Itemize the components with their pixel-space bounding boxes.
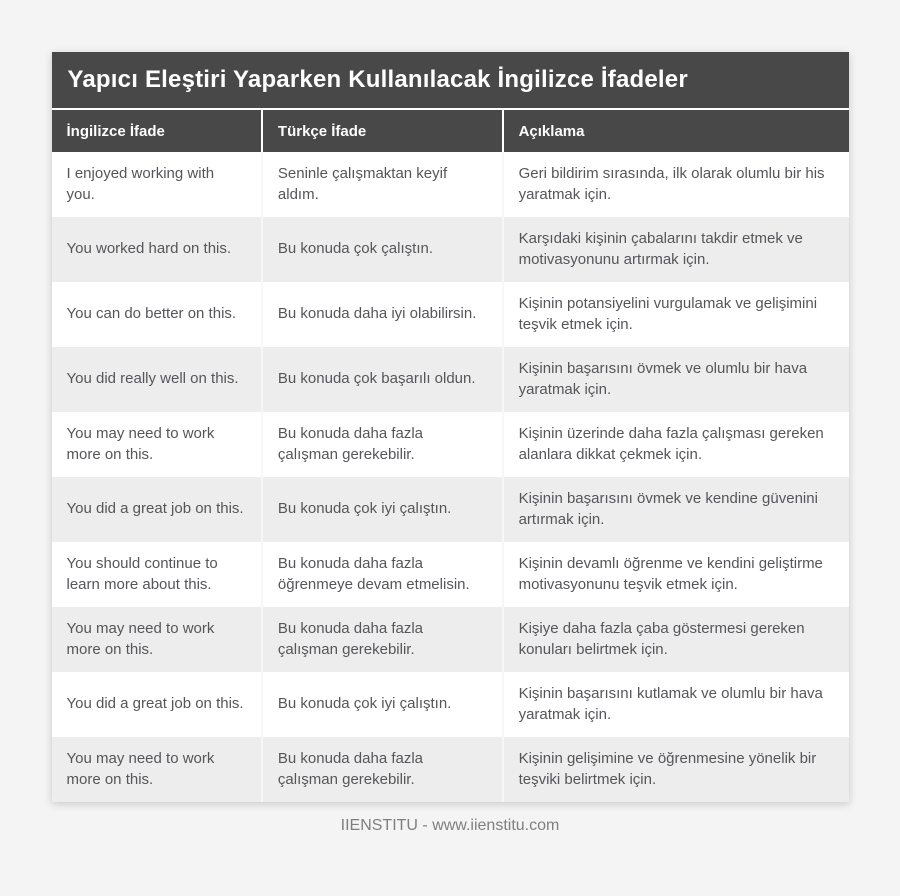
cell-description: Kişiye daha fazla çaba göstermesi gereken konuları belirtmek için.: [503, 607, 849, 672]
cell-turkish: Bu konuda çok iyi çalıştın.: [262, 672, 503, 737]
cell-english: You worked hard on this.: [66, 240, 232, 258]
cell-english: You did really well on this.: [66, 370, 239, 388]
table-row: [52, 477, 849, 542]
cell-description: Kişinin başarısını kutlamak ve olumlu bir hava yaratmak için.: [503, 672, 849, 737]
column-header-description: Açıklama: [503, 110, 849, 152]
table-row: [52, 347, 849, 412]
table-header-row: [52, 110, 849, 152]
table-row: [52, 217, 849, 282]
cell-english: You did a great job on this.: [66, 695, 244, 713]
cell-description: Kişinin üzerinde daha fazla çalışması gereken alanlara dikkat çekmek için.: [503, 412, 849, 477]
table-row: [52, 152, 849, 217]
cell-description: Kişinin potansiyelini vurgulamak ve gelişimini teşvik etmek için.: [503, 282, 849, 347]
column-header-english: İngilizce İfade: [52, 110, 262, 152]
table-row: [52, 737, 849, 802]
cell-english: You may need to work more on this.: [66, 620, 215, 658]
cell-english: You may need to work more on this.: [66, 425, 215, 463]
cell-turkish: Seninle çalışmaktan keyif aldım.: [262, 152, 503, 217]
cell-turkish: Bu konuda çok çalıştın.: [262, 217, 503, 282]
cell-english: You can do better on this.: [66, 305, 237, 323]
cell-english: You should continue to learn more about this.: [66, 555, 218, 593]
cell-english: I enjoyed working with you.: [66, 165, 215, 203]
cell-turkish: Bu konuda çok iyi çalıştın.: [262, 477, 503, 542]
cell-description: Kişinin başarısını övmek ve olumlu bir hava yaratmak için.: [503, 347, 849, 412]
table-row: [52, 282, 849, 347]
table-row: [52, 542, 849, 607]
cell-description: Kişinin başarısını övmek ve kendine güvenini artırmak için.: [503, 477, 849, 542]
cell-description: Kişinin devamlı öğrenme ve kendini geliştirme motivasyonunu teşvik etmek için.: [503, 542, 849, 607]
cell-description: Kişinin gelişimine ve öğrenmesine yönelik bir teşviki belirtmek için.: [503, 737, 849, 802]
cell-description: Geri bildirim sırasında, ilk olarak olumlu bir his yaratmak için.: [503, 152, 849, 217]
table-body: [52, 152, 849, 802]
cell-description: Karşıdaki kişinin çabalarını takdir etmek ve motivasyonunu artırmak için.: [503, 217, 849, 282]
cell-english: You may need to work more on this.: [66, 750, 215, 788]
cell-english: You did a great job on this.: [66, 500, 244, 518]
table-row: [52, 672, 849, 737]
cell-turkish: Bu konuda daha fazla çalışman gerekebilir.: [262, 412, 503, 477]
page-title: Yapıcı Eleştiri Yaparken Kullanılacak İngilizce İfadeler: [52, 52, 849, 110]
cell-turkish: Bu konuda daha iyi olabilirsin.: [262, 282, 503, 347]
table-row: [52, 412, 849, 477]
footer-credit: IIENSTITU - www.iienstitu.com: [340, 817, 560, 834]
phrase-table: [52, 110, 849, 802]
cell-turkish: Bu konuda daha fazla öğrenmeye devam etmelisin.: [262, 542, 503, 607]
phrase-table-card: [52, 52, 849, 802]
table-row: [52, 607, 849, 672]
cell-turkish: Bu konuda daha fazla çalışman gerekebilir.: [262, 737, 503, 802]
column-header-turkish: Türkçe İfade: [262, 110, 503, 152]
cell-turkish: Bu konuda daha fazla çalışman gerekebilir.: [262, 607, 503, 672]
cell-turkish: Bu konuda çok başarılı oldun.: [262, 347, 503, 412]
